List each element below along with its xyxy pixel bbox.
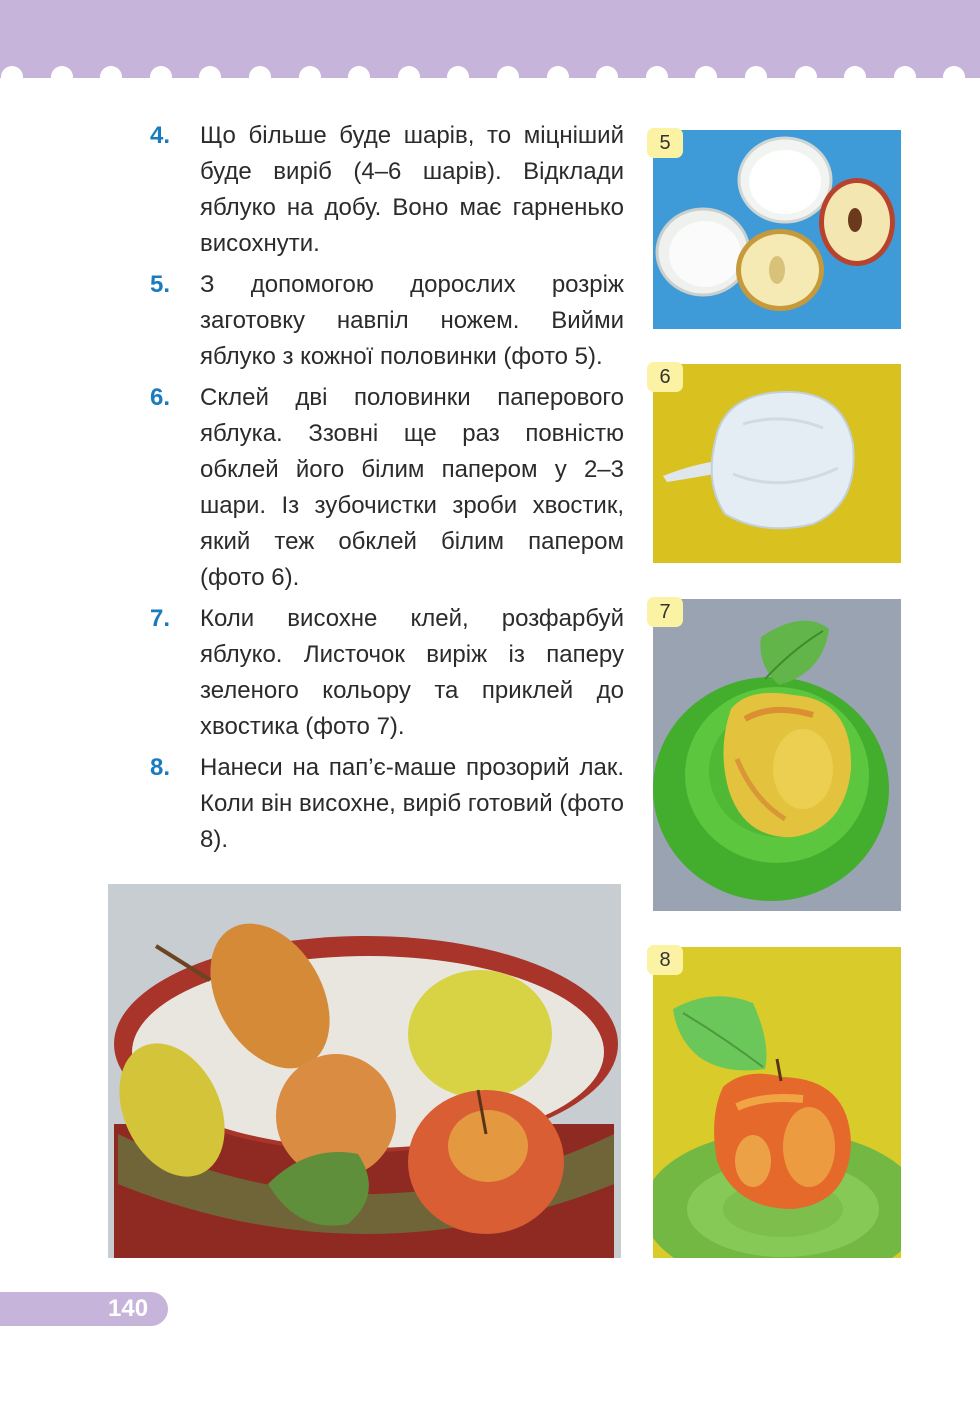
header-dot bbox=[150, 66, 172, 88]
header-dot bbox=[1, 66, 23, 88]
header-dots bbox=[0, 66, 980, 90]
photo-6 bbox=[653, 364, 901, 563]
header-dot bbox=[497, 66, 519, 88]
header-dot bbox=[547, 66, 569, 88]
header-dot bbox=[894, 66, 916, 88]
header-dot bbox=[596, 66, 618, 88]
step-8 bbox=[150, 750, 624, 858]
photo-5 bbox=[653, 130, 901, 329]
step-number: 5. bbox=[150, 271, 171, 298]
step-number: 4. bbox=[150, 122, 171, 149]
apple-halves-image bbox=[653, 130, 901, 329]
photo-label: 8 bbox=[647, 945, 683, 975]
fruits-in-tin-photo bbox=[108, 884, 621, 1258]
header-dot bbox=[447, 66, 469, 88]
step-number: 7. bbox=[150, 605, 171, 632]
step-7 bbox=[150, 601, 624, 745]
header-dot bbox=[199, 66, 221, 88]
fruits-tin-image bbox=[108, 884, 621, 1258]
step-text: Коли висохне клей, розфарбуй яблуко. Листочок виріж із паперу зеленого кольору та приклей до хвостика (фото 7). bbox=[200, 605, 624, 740]
header-dot bbox=[249, 66, 271, 88]
step-number: 6. bbox=[150, 384, 171, 411]
photo-8 bbox=[653, 947, 901, 1258]
header-dot bbox=[299, 66, 321, 88]
step-text: З допомогою дорослих розріж заготовку навпіл ножем. Вийми яблуко з кожної половинки (фото 5). bbox=[200, 271, 624, 370]
step-6 bbox=[150, 380, 624, 596]
header-dot bbox=[695, 66, 717, 88]
header-dot bbox=[646, 66, 668, 88]
header-dot bbox=[51, 66, 73, 88]
header-dot bbox=[943, 66, 965, 88]
painted-apple-image bbox=[653, 599, 901, 911]
photo-label: 7 bbox=[647, 597, 683, 627]
header-dot bbox=[844, 66, 866, 88]
photo-label: 6 bbox=[647, 362, 683, 392]
header-dot bbox=[795, 66, 817, 88]
photo-7 bbox=[653, 599, 901, 911]
paper-apple-image bbox=[653, 364, 901, 563]
finished-apple-image bbox=[653, 947, 901, 1258]
step-number: 8. bbox=[150, 754, 171, 781]
header-dot bbox=[745, 66, 767, 88]
header-dot bbox=[348, 66, 370, 88]
header-dot bbox=[398, 66, 420, 88]
page-number: 140 bbox=[108, 1295, 149, 1322]
step-text: Склей дві половинки паперового яблука. Ззовні ще раз повністю обклей його білим папером у 2–3 шари. Із зубочистки зроби хвостик, який теж обклей білим папером (фото 6). bbox=[200, 384, 624, 591]
header-dot bbox=[100, 66, 122, 88]
step-text: Що більше буде шарів, то міцніший буде виріб (4–6 шарів). Відклади яблуко на добу. Воно має гарненько висохнути. bbox=[200, 122, 624, 257]
step-text: Нанеси на пап’є-маше прозорий лак. Коли він висохне, виріб готовий (фото 8). bbox=[200, 754, 624, 853]
step-4 bbox=[150, 118, 624, 262]
instruction-steps bbox=[150, 118, 624, 863]
photo-label: 5 bbox=[647, 128, 683, 158]
step-5 bbox=[150, 267, 624, 375]
